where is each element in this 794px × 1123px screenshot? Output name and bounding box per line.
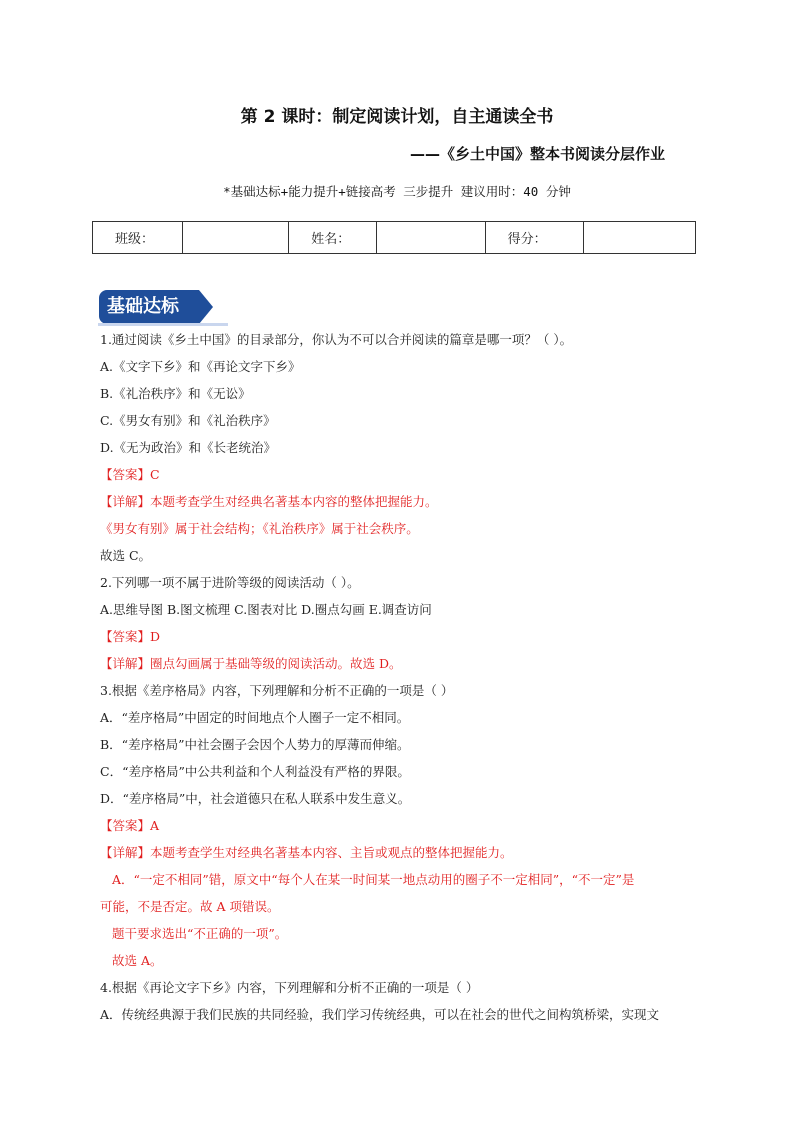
class-field[interactable] [182, 222, 289, 254]
question-4: 4.根据《再论文字下乡》内容，下列理解和分析不正确的一项是（ ） [100, 980, 479, 995]
option-1a: A.《文字下乡》和《再论文字下乡》 [100, 359, 301, 374]
option-1c: C.《男女有别》和《礼治秩序》 [100, 413, 276, 428]
name-field[interactable] [376, 222, 485, 254]
answer-1: 【答案】C [100, 467, 160, 482]
score-field[interactable] [584, 222, 696, 254]
option-3c: C．“差序格局”中公共利益和个人利益没有严格的界限。 [100, 764, 410, 779]
answer-2: 【答案】D [100, 629, 161, 644]
info-table [92, 221, 696, 254]
answer-3: 【答案】A [100, 818, 160, 833]
option-1b: B.《礼治秩序》和《无讼》 [100, 386, 251, 401]
section-banner [99, 290, 199, 324]
explanation-2: 【详解】圈点勾画属于基础等级的阅读活动。故选 D。 [100, 656, 402, 671]
explanation-3-line4: 题干要求选出“不正确的一项”。 [112, 926, 288, 941]
name-label: 姓名： [289, 222, 377, 254]
explanation-3-line2: A．“一定不相同”错，原文中“每个人在某一时间某一地点动用的圈子不一定相同”，“不一定”是 [112, 872, 635, 887]
page-subtitle: ——《乡土中国》整本书阅读分层作业 [410, 145, 666, 163]
option-3b: B．“差序格局”中社会圈子会因个人势力的厚薄而伸缩。 [100, 737, 410, 752]
class-label: 班级： [93, 222, 183, 254]
explanation-3-line3: 可能，不是否定。故 A 项错误。 [100, 899, 280, 914]
conclusion-3: 故选 A。 [112, 953, 163, 968]
conclusion-1: 故选 C。 [100, 548, 152, 563]
option-1d: D.《无为政治》和《长老统治》 [100, 440, 277, 455]
explanation-3: 【详解】本题考查学生对经典名著基本内容、主旨或观点的整体把握能力。 [100, 845, 513, 860]
question-2: 2.下列哪一项不属于进阶等级的阅读活动（ ）。 [100, 575, 360, 590]
option-3a: A．“差序格局”中固定的时间地点个人圈子一定不相同。 [100, 710, 410, 725]
banner-underline [98, 323, 228, 326]
score-label: 得分： [485, 222, 584, 254]
option-3d: D．“差序格局”中，社会道德只在私人联系中发生意义。 [100, 791, 411, 806]
option-4a: A．传统经典源于我们民族的共同经验，我们学习传统经典，可以在社会的世代之间构筑桥梁，实现文 [100, 1007, 660, 1022]
question-1: 1.通过阅读《乡土中国》的目录部分，你认为不可以合并阅读的篇章是哪一项？（ ）。 [100, 332, 573, 347]
page-title: 第 2 课时：制定阅读计划，自主通读全书 [240, 107, 554, 127]
section-title: 基础达标 [99, 290, 199, 324]
explanation-1: 【详解】本题考查学生对经典名著基本内容的整体把握能力。 [100, 494, 438, 509]
options-2: A.思维导图 B.图文梳理 C.图表对比 D.圈点勾画 E.调查访问 [100, 602, 432, 617]
explanation-1-line2: 《男女有别》属于社会结构；《礼治秩序》属于社会秩序。 [100, 521, 419, 536]
page-tagline: *基础达标+能力提升+链接高考 三步提升 建议用时：40 分钟 [223, 184, 571, 199]
question-3: 3.根据《差序格局》内容，下列理解和分析不正确的一项是（ ） [100, 683, 454, 698]
